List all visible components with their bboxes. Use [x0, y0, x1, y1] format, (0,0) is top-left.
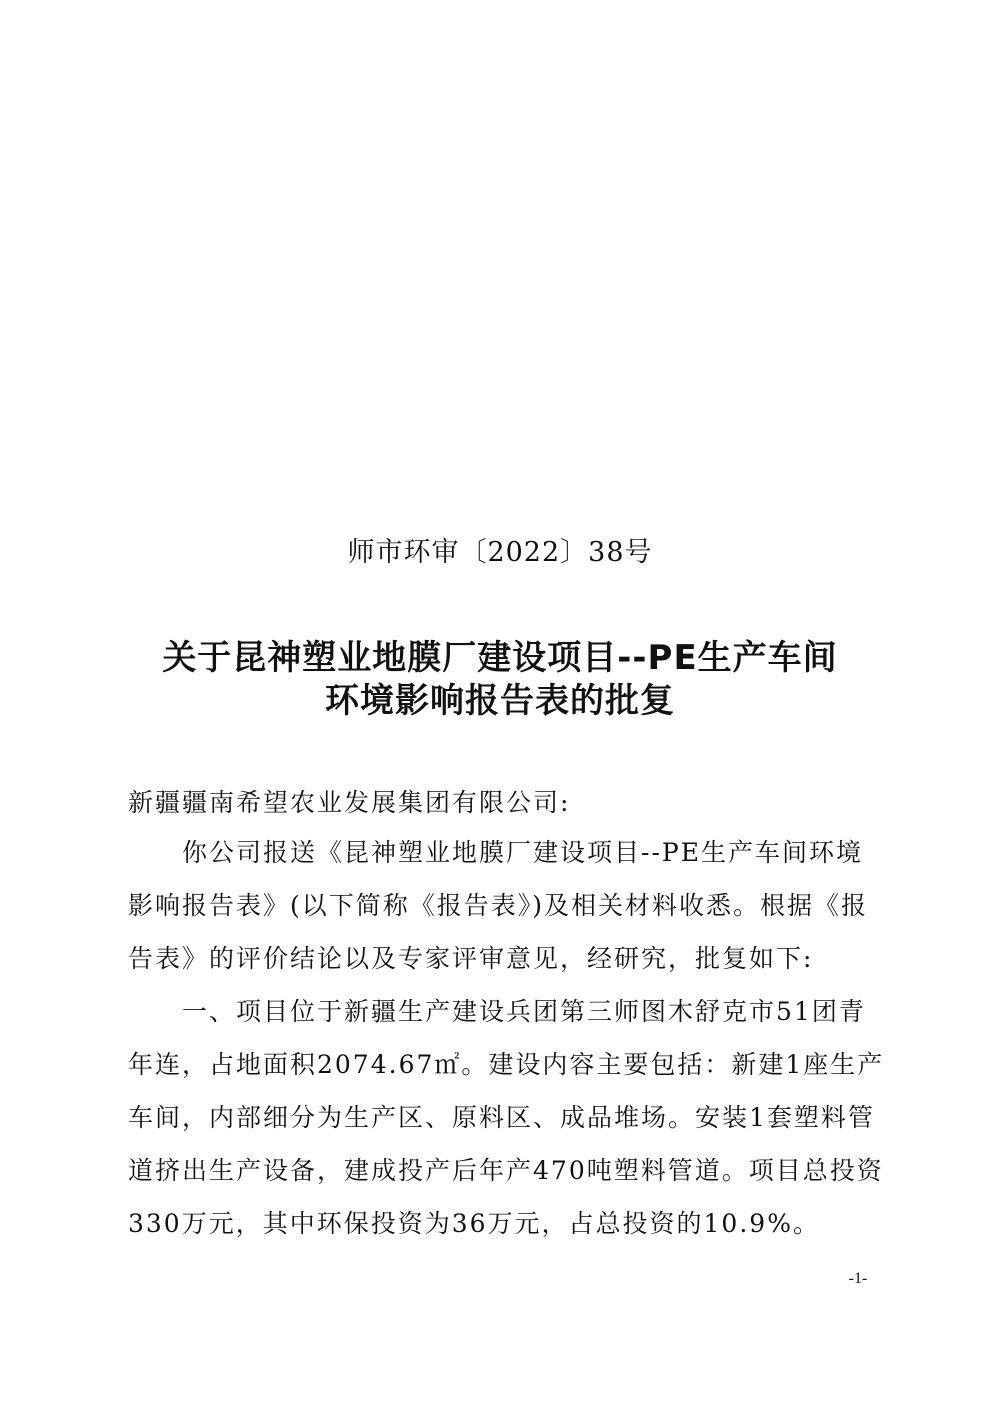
paragraph-2 — [128, 985, 885, 1250]
document-title-line-1: 关于昆神塑业地膜厂建设项目--PE生产车间 — [162, 638, 838, 678]
paragraph-1-line-2: 影响报告表》(以下简称《报告表》)及相关材料收悉。根据《报 — [128, 891, 869, 920]
paragraph-2-line-1: 一、项目位于新疆生产建设兵团第三师图木舒克市51团青 — [128, 997, 866, 1026]
paragraph-1-line-1: 你公司报送《昆神塑业地膜厂建设项目--PE生产车间环境 — [128, 838, 863, 867]
page-number: -1- — [848, 1270, 868, 1287]
document-title-line-2: 环境影响报告表的批复 — [325, 681, 675, 721]
paragraph-1-line-3: 告表》的评价结论以及专家评审意见，经研究，批复如下: — [128, 944, 814, 973]
document-number: 师市环审〔2022〕38号 — [347, 537, 653, 568]
paragraph-2-line-4: 道挤出生产设备，建成投产后年产470吨塑料管道。项目总投资 — [128, 1156, 884, 1185]
paragraph-2-line-2: 年连，占地面积2074.67㎡。建设内容主要包括：新建1座生产 — [128, 1050, 885, 1079]
salutation: 新疆疆南希望农业发展集团有限公司: — [128, 788, 571, 817]
paragraph-2-line-3: 车间，内部细分为生产区、原料区、成品堆场。安装1套塑料管 — [128, 1103, 875, 1132]
paragraph-1 — [128, 826, 870, 985]
paragraph-2-line-5: 330万元，其中环保投资为36万元，占总投资的10.9%。 — [128, 1209, 820, 1238]
